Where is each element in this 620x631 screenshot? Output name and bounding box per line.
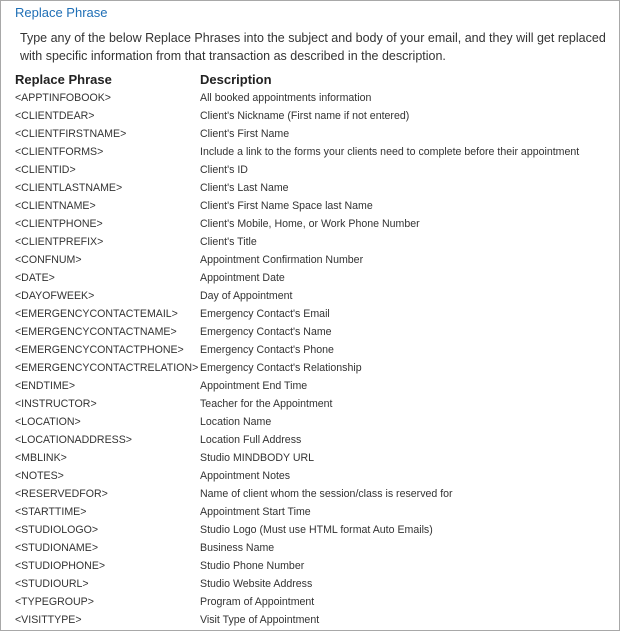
table-row (15, 503, 620, 521)
replace-phrase-cell: <CLIENTFIRSTNAME> (15, 128, 127, 140)
description-cell: Client's Title (200, 236, 257, 248)
table-row (15, 251, 620, 269)
replace-phrase-cell: <MBLINK> (15, 452, 67, 464)
table-row (15, 611, 620, 629)
replace-phrase-cell: <DATE> (15, 272, 55, 284)
replace-phrase-cell: <CLIENTDEAR> (15, 110, 95, 122)
description-cell: Client's First Name (200, 128, 290, 140)
description-cell: Client's ID (200, 164, 248, 176)
description-cell: Studio Phone Number (200, 560, 305, 572)
table-row (15, 395, 620, 413)
table-row (15, 287, 620, 305)
replace-phrase-table (15, 71, 620, 629)
table-row (15, 143, 620, 161)
replace-phrase-cell: <EMERGENCYCONTACTNAME> (15, 326, 177, 338)
intro-text: Type any of the below Replace Phrases into the subject and body of your email, and they will get replaced with specific information from that transaction as described in the description. (20, 31, 606, 63)
replace-phrase-cell: <CLIENTPREFIX> (15, 236, 104, 248)
replace-phrase-cell: <APPTINFOBOOK> (15, 92, 111, 104)
replace-phrase-cell: <INSTRUCTOR> (15, 398, 97, 410)
description-cell: Emergency Contact's Relationship (200, 362, 362, 374)
replace-phrase-cell: <STARTTIME> (15, 506, 87, 518)
replace-phrase-cell: <CLIENTPHONE> (15, 218, 103, 230)
table-row (15, 359, 620, 377)
description-cell: Program of Appointment (200, 596, 315, 608)
description-cell: Appointment End Time (200, 380, 308, 392)
table-row (15, 593, 620, 611)
description-cell: Appointment Notes (200, 470, 291, 482)
description-cell: Appointment Start Time (200, 506, 311, 518)
description-cell: Client's Mobile, Home, or Work Phone Number (200, 218, 420, 230)
replace-phrase-cell: <STUDIOURL> (15, 578, 89, 590)
description-cell: Visit Type of Appointment (200, 614, 320, 626)
replace-phrase-cell: <RESERVEDFOR> (15, 488, 108, 500)
table-body (15, 89, 620, 629)
replace-phrase-cell: <CONFNUM> (15, 254, 82, 266)
description-cell: Appointment Confirmation Number (200, 254, 364, 266)
replace-phrase-cell: <DAYOFWEEK> (15, 290, 95, 302)
replace-phrase-cell: <CLIENTLASTNAME> (15, 182, 123, 194)
table-row (15, 215, 620, 233)
description-cell: Emergency Contact's Name (200, 326, 332, 338)
table-row (15, 413, 620, 431)
replace-phrase-cell: <STUDIOLOGO> (15, 524, 99, 536)
replace-phrase-cell: <EMERGENCYCONTACTPHONE> (15, 344, 184, 356)
table-row (15, 575, 620, 593)
description-cell: All booked appointments information (200, 92, 372, 104)
table-row (15, 341, 620, 359)
replace-phrase-cell: <LOCATIONADDRESS> (15, 434, 132, 446)
table-row (15, 485, 620, 503)
replace-phrase-cell: <VISITTYPE> (15, 614, 82, 626)
description-cell: Include a link to the forms your clients need to complete before their appointment (200, 146, 580, 158)
table-row (15, 179, 620, 197)
table-row (15, 89, 620, 107)
table-row (15, 269, 620, 287)
replace-phrase-cell: <TYPEGROUP> (15, 596, 94, 608)
replace-phrase-cell: <CLIENTID> (15, 164, 76, 176)
table-header-row (15, 71, 620, 89)
table-row (15, 125, 620, 143)
table-row (15, 197, 620, 215)
description-cell: Appointment Date (200, 272, 285, 284)
header-description: Description (200, 72, 272, 87)
description-cell: Teacher for the Appointment (200, 398, 333, 410)
table-row (15, 305, 620, 323)
description-cell: Emergency Contact's Email (200, 308, 330, 320)
table-row (15, 467, 620, 485)
table-row (15, 377, 620, 395)
description-cell: Emergency Contact's Phone (200, 344, 334, 356)
table-row (15, 557, 620, 575)
description-cell: Business Name (200, 542, 275, 554)
section-title: Replace Phrase (15, 5, 108, 20)
description-cell: Name of client whom the session/class is reserved for (200, 488, 453, 500)
description-cell: Day of Appointment (200, 290, 293, 302)
table-row (15, 161, 620, 179)
description-cell: Client's Last Name (200, 182, 289, 194)
replace-phrase-cell: <EMERGENCYCONTACTEMAIL> (15, 308, 178, 320)
replace-phrase-cell: <NOTES> (15, 470, 64, 482)
description-cell: Studio Logo (Must use HTML format Auto Emails) (200, 524, 433, 536)
description-cell: Location Full Address (200, 434, 302, 446)
table-row (15, 521, 620, 539)
table-row (15, 449, 620, 467)
description-cell: Client's Nickname (First name if not entered) (200, 110, 410, 122)
replace-phrase-cell: <ENDTIME> (15, 380, 76, 392)
replace-phrase-cell: <STUDIOPHONE> (15, 560, 106, 572)
table-row (15, 431, 620, 449)
description-cell: Location Name (200, 416, 272, 428)
replace-phrase-cell: <CLIENTNAME> (15, 200, 96, 212)
description-cell: Client's First Name Space last Name (200, 200, 373, 212)
replace-phrase-cell: <LOCATION> (15, 416, 81, 428)
header-replace-phrase: Replace Phrase (15, 72, 112, 87)
table-row (15, 323, 620, 341)
replace-phrase-cell: <EMERGENCYCONTACTRELATION> (15, 362, 199, 374)
replace-phrase-cell: <CLIENTFORMS> (15, 146, 104, 158)
table-row (15, 107, 620, 125)
description-cell: Studio MINDBODY URL (200, 452, 315, 464)
table-row (15, 233, 620, 251)
table-row (15, 539, 620, 557)
description-cell: Studio Website Address (200, 578, 313, 590)
replace-phrase-cell: <STUDIONAME> (15, 542, 99, 554)
